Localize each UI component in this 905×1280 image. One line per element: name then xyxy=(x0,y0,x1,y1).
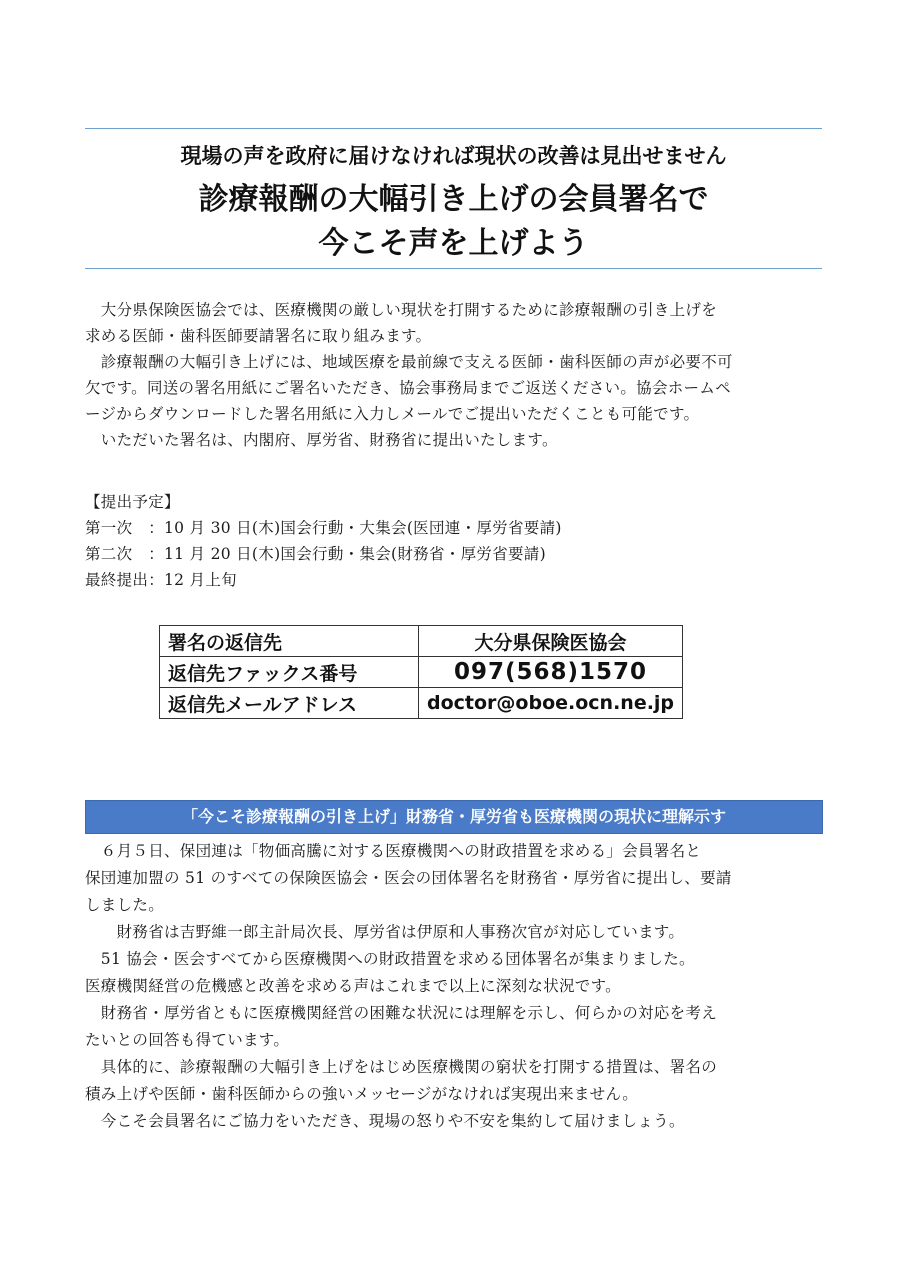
schedule-heading: 【提出予定】 xyxy=(85,493,180,511)
section2-line: ６月５日、保団連は「物価高騰に対する医療機関への財政措置を求める」会員署名と xyxy=(85,842,702,860)
intro-line: ージからダウンロードした署名用紙に入力しメールでご提出いただくことも可能です。 xyxy=(85,405,700,423)
intro-line: 求める医師・歯科医師要請署名に取り組みます。 xyxy=(85,327,432,345)
section2-line: 51 協会・医会すべてから医療機関への財政措置を求める団体署名が集まりました。 xyxy=(85,950,695,968)
headline-title-line2: 今こそ声を上げよう xyxy=(318,226,589,261)
intro-line: 診療報酬の大幅引き上げには、地域医療を最前線で支える医師・歯科医師の声が必要不可 xyxy=(85,353,733,371)
contact-table xyxy=(159,625,683,719)
intro-line: 大分県保険医協会では、医療機関の厳しい現状を打開するために診療報酬の引き上げを xyxy=(85,301,718,319)
section2-line: たいとの回答も得ています。 xyxy=(85,1031,290,1049)
top-rule xyxy=(85,128,822,129)
contact-row-recipient xyxy=(160,626,683,657)
contact-value-recipient: 大分県保険医協会 xyxy=(419,626,683,657)
headline-subtitle: 現場の声を政府に届けなければ現状の改善は見出せません xyxy=(180,144,727,168)
schedule-item-second: 第二次 ：11 月 20 日(木)国会行動・集会(財務省・厚労省要請) xyxy=(85,545,546,563)
intro-line: 欠です。同送の署名用紙にご署名いただき、協会事務局までご返送ください。協会ホームペ xyxy=(85,379,731,397)
submission-schedule xyxy=(85,489,825,593)
section2-line: 医療機関経営の危機感と改善を求める声はこれまで以上に深刻な状況です。 xyxy=(85,977,621,995)
intro-line: いただいた署名は、内閣府、厚労省、財務省に提出いたします。 xyxy=(85,431,558,449)
section-banner: 「今こそ診療報酬の引き上げ」財務省・厚労省も医療機関の現状に理解示す xyxy=(85,800,823,834)
section2-line: 積み上げや医師・歯科医師からの強いメッセージがなければ実現出来ません。 xyxy=(85,1085,639,1103)
schedule-item-final: 最終提出：12 月上旬 xyxy=(85,571,237,589)
contact-row-email xyxy=(160,688,683,719)
section2-line: 財務省は吉野維一郎主計局次長、厚労省は伊原和人事務次官が対応しています。 xyxy=(85,923,685,941)
contact-value-email[interactable]: doctor@oboe.ocn.ne.jp xyxy=(419,688,683,719)
section2-paragraph xyxy=(85,838,825,1135)
section2-line: 今こそ会員署名にご協力をいただき、現場の怒りや不安を集約して届けましょう。 xyxy=(85,1112,685,1130)
contact-label-email: 返信先メールアドレス xyxy=(160,688,419,719)
contact-label-fax: 返信先ファックス番号 xyxy=(160,657,419,688)
section2-line: 保団連加盟の 51 のすべての保険医協会・医会の団体署名を財務省・厚労省に提出し、要請 xyxy=(85,869,732,887)
section2-line: 財務省・厚労省ともに医療機関経営の困難な状況には理解を示し、何らかの対応を考え xyxy=(85,1004,718,1022)
intro-paragraph xyxy=(85,297,825,453)
contact-row-fax xyxy=(160,657,683,688)
contact-label-recipient: 署名の返信先 xyxy=(160,626,419,657)
contact-value-fax: 097(568)1570 xyxy=(419,657,683,688)
section2-line: 具体的に、診療報酬の大幅引き上げをはじめ医療機関の窮状を打開する措置は、署名の xyxy=(85,1058,718,1076)
bottom-rule xyxy=(85,268,822,269)
section2-line: しました。 xyxy=(85,896,165,914)
schedule-item-first: 第一次 ：10 月 30 日(木)国会行動・大集会(医団連・厚労省要請) xyxy=(85,519,562,537)
headline-title-line1: 診療報酬の大幅引き上げの会員署名で xyxy=(198,182,709,217)
